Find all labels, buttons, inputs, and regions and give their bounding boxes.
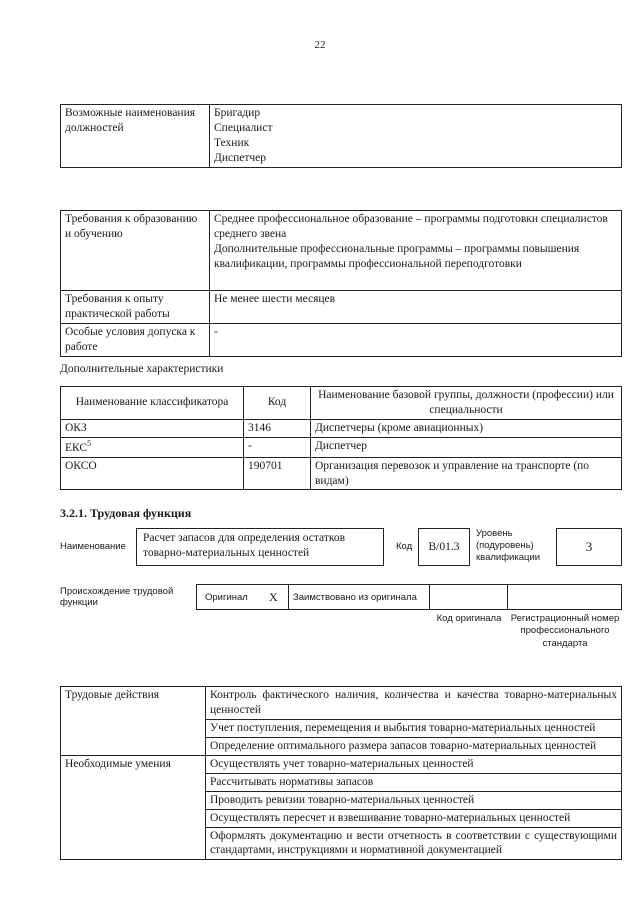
classifier-cell: -: [244, 437, 311, 457]
position-item: Техник: [214, 136, 250, 149]
positions-table: [60, 104, 622, 168]
skill-item: Осуществлять пересчет и взвешивание товарно-материальных ценностей: [206, 809, 622, 827]
classifier-cell: [61, 437, 244, 457]
borrowed-label: Заимствовано из оригинала: [293, 592, 417, 603]
req-conditions-value: -: [210, 323, 622, 356]
req-education-line: Среднее профессиональное образование – программы подготовки специалистов среднего звена: [214, 213, 608, 240]
additional-title: Дополнительные характеристики: [60, 363, 224, 375]
level-value: 3: [585, 539, 593, 554]
classifier-header-group: Наименование базовой группы, должности (профессии) или специальности: [311, 387, 622, 420]
requirements-table: [60, 210, 622, 357]
classifier-cell: Диспетчеры (кроме авиационных): [311, 419, 622, 437]
origin-box: [196, 584, 622, 610]
origin-label: Происхождение трудовой функции: [60, 586, 174, 609]
positions-label: Возможные наименования должностей: [61, 105, 210, 168]
actions-label: Трудовые действия: [61, 687, 206, 756]
req-education-line: Дополнительные профессиональные программы – программы повышения квалификации, программы профессиональной переподготовки: [214, 242, 580, 270]
origin-divider: [507, 585, 508, 609]
name-label: Наименование: [60, 541, 126, 552]
skills-label: Необходимые умения: [61, 755, 206, 860]
classifier-cell: ОКСО: [61, 457, 244, 490]
position-item: Диспетчер: [214, 151, 267, 164]
skill-item: Оформлять документацию и вести отчетность в соответствии с существующими стандартами, инструкциями и нормативной документацией: [206, 827, 622, 860]
classifier-header-code: Код: [244, 387, 311, 420]
original-label: Оригинал: [205, 592, 248, 603]
classifier-eks-text: ЕКС: [65, 441, 88, 454]
origin-divider: [429, 585, 430, 609]
level-label: Уровень (подуровень) квалификации: [476, 528, 541, 563]
section-heading: 3.2.1. Трудовая функция: [60, 506, 192, 520]
function-code: B/01.3: [428, 541, 460, 553]
original-mark: X: [269, 590, 278, 604]
classifier-cell: Диспетчер: [311, 437, 622, 457]
origin-divider: [288, 585, 289, 609]
positions-list: [210, 105, 622, 168]
classifier-header-name: Наименование классификатора: [61, 387, 244, 420]
function-code-box: [418, 528, 470, 566]
position-item: Бригадир: [214, 107, 261, 119]
origin-code-label: Код оригинала: [436, 613, 502, 624]
skill-item: Рассчитывать нормативы запасов: [206, 773, 622, 791]
function-name: Расчет запасов для определения остатков товарно-материальных ценностей: [143, 532, 346, 559]
code-label: Код: [396, 541, 413, 552]
classifier-cell: Организация перевозок и управление на транспорте (по видам): [311, 457, 622, 490]
req-education-label: Требования к образованию и обучению: [61, 211, 210, 291]
req-experience-label: Требования к опыту практической работы: [61, 291, 210, 324]
req-education-value: [210, 211, 622, 291]
req-conditions-label: Особые условия допуска к работе: [61, 323, 210, 356]
req-experience-value: Не менее шести месяцев: [210, 291, 622, 324]
skill-item: Осуществлять учет товарно-материальных ценностей: [206, 755, 622, 773]
footnote-marker: 5: [87, 438, 92, 448]
classifier-cell: 190701: [244, 457, 311, 490]
action-item: Учет поступления, перемещения и выбытия товарно-материальных ценностей: [206, 719, 622, 737]
position-item: Специалист: [214, 121, 273, 134]
actions-skills-table: [60, 686, 622, 860]
classifier-table: [60, 386, 622, 490]
page-number: 22: [314, 39, 326, 51]
level-box: [556, 528, 622, 566]
classifier-cell: 3146: [244, 419, 311, 437]
function-name-box: [136, 528, 384, 566]
reg-number-label: Регистрационный номер профессионального стандарта: [510, 613, 620, 649]
action-item: Контроль фактического наличия, количества и качества товарно-материальных ценностей: [206, 687, 622, 720]
action-item: Определение оптимального размера запасов товарно-материальных ценностей: [206, 737, 622, 755]
classifier-cell: ОКЗ: [61, 419, 244, 437]
skill-item: Проводить ревизии товарно-материальных ценностей: [206, 791, 622, 809]
